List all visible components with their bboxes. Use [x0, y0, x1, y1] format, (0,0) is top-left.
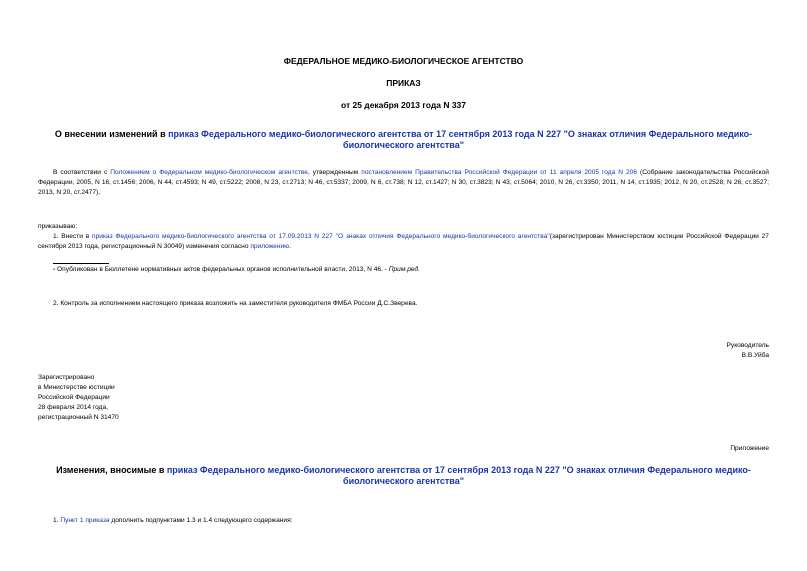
title-prefix: О внесении изменений в [54, 129, 169, 139]
preamble-text-3: (Собрание законодательства Российской Федерации, 2005, N 16, ст.1456; 2006, N 44, ст.4593; N 49, ст.5222; 2008, N 23, ст.2713; N 46, ст.5337; 2009, N 6, ст.738; N 12, ст.1427; N 30, ст.3823; N 43, ст.5064; 2010, N 26, ст.3350; 2011, N 14, ст.1935; 2012, N 20, ст.2528; N 26, ст.3527; 2013, N 20, ст.2477), [38, 169, 769, 196]
item-1-text-3: . [289, 243, 291, 250]
order-point-1-link[interactable]: Пункт 1 приказа [60, 517, 110, 524]
appendix-label: Приложение [730, 445, 769, 452]
registration-line-1: Зарегистрировано [38, 374, 95, 381]
footnote-text: Опубликован в Бюллетене нормативных актов федеральных органов исполнительной власти, 2013, N 46. - [57, 266, 389, 273]
preamble-paragraph [38, 168, 769, 198]
order-word: приказываю: [38, 223, 78, 230]
registration-line-2: в Министерстве юстиции [38, 384, 115, 391]
editor-note: Прим.ред. [388, 266, 420, 273]
point-1-paragraph [53, 516, 292, 526]
appendix-order-link-cont[interactable]: биологического агентства" [343, 476, 464, 486]
document-title [0, 129, 807, 151]
signature-block [727, 341, 769, 361]
document-date-number: от 25 декабря 2013 года N 337 [340, 100, 467, 110]
appendix-title [0, 465, 807, 487]
appendix-link[interactable]: приложению [250, 243, 290, 250]
item-1-text-2: (зарегистрирован Министерством юстиции Российской Федерации 27 сентября 2013 года, регистрационный N 30049) изменения согласно [38, 233, 769, 250]
registration-line-5: регистрационный N 31470 [38, 414, 119, 421]
signature-name: В.В.Уйба [741, 352, 769, 359]
point-1-number: 1. [53, 517, 61, 524]
signature-role: Руководитель [726, 342, 769, 349]
preamble-text-2: , утвержденным [307, 169, 362, 176]
registration-line-4: 28 февраля 2014 года, [38, 404, 108, 411]
footnote-divider [53, 263, 109, 264]
agency-name: ФЕДЕРАЛЬНОЕ МЕДИКО-БИОЛОГИЧЕСКОЕ АГЕНТСТВО [283, 56, 524, 66]
item-1-text-1: 1. Внести в [53, 233, 93, 240]
registration-block [38, 373, 119, 423]
preamble-text-1: В соответствии с [53, 169, 111, 176]
appendix-order-link[interactable]: приказ Федерального медико-биологического агентства от 17 сентября 2013 года N 227 "О знаках отличия Федерального медико- [166, 465, 751, 475]
item-2-paragraph: 2. Контроль за исполнением настоящего приказа возложить на заместителя руководителя ФМБА России Д.С.Зверева. [53, 300, 418, 307]
title-order-link[interactable]: приказ Федерального медико-биологического агентства от 17 сентября 2013 года N 227 "О знаках отличия Федерального медико- [168, 129, 753, 139]
order-227-link[interactable]: приказ Федерального медико-биологического агентства от 17.09.2013 N 227 "О знаках отличия Федерального медико-биологического агентства" [92, 233, 550, 240]
registration-line-3: Российской Федерации [38, 394, 110, 401]
title-order-link-cont[interactable]: биологического агентства" [343, 140, 464, 150]
appendix-title-prefix: Изменения, вносимые в [56, 465, 167, 475]
document-type: ПРИКАЗ [386, 78, 421, 88]
government-decree-link[interactable]: постановлением Правительства Российской Федерации от 11 апреля 2005 года N 206 [361, 169, 638, 176]
point-1-text: дополнить подпунктами 1.3 и 1.4 следующего содержания: [109, 517, 293, 524]
regulation-link[interactable]: Положением о Федеральном медико-биологическом агентстве [110, 169, 308, 176]
footnote [53, 265, 420, 275]
item-1-paragraph [38, 232, 769, 252]
footnote-mark: - [53, 266, 56, 273]
